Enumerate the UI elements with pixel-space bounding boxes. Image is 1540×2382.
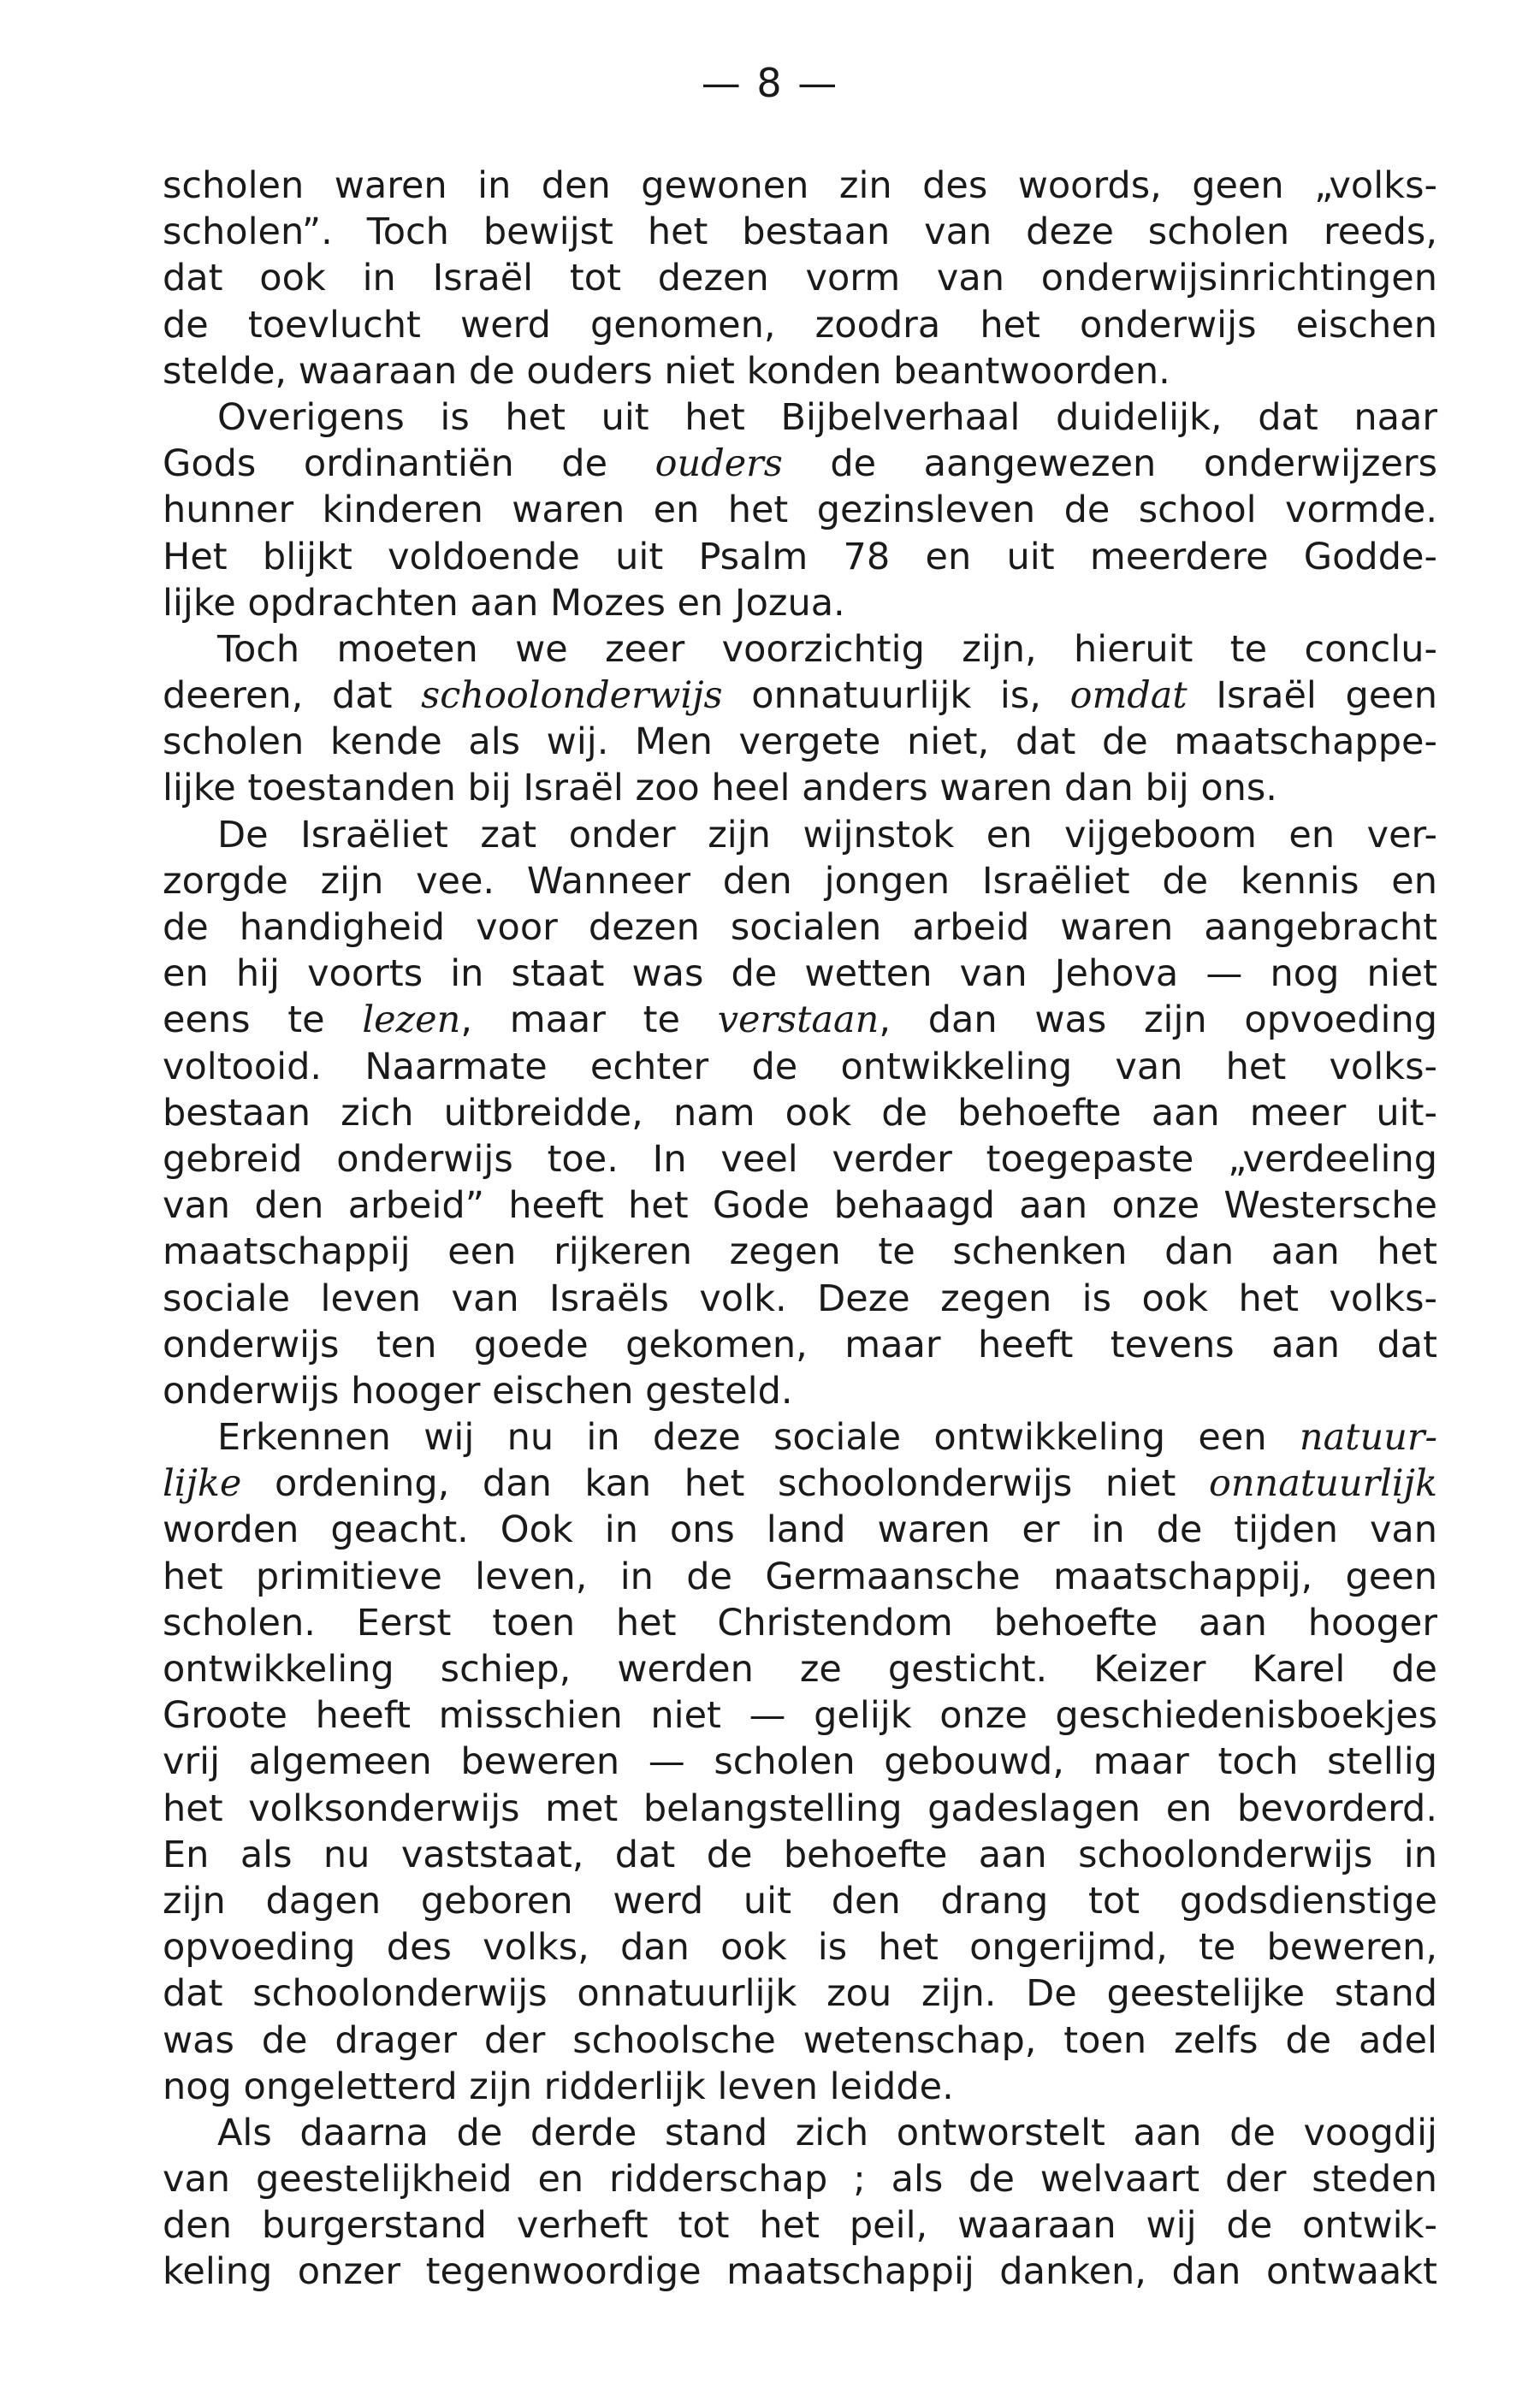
- italic-text: ouders: [654, 442, 783, 486]
- text-segment: scholen kende als wij. Men vergete niet, dat de maatschappe-: [163, 720, 1437, 764]
- text-segment: , dan was zijn opvoeding: [879, 998, 1437, 1042]
- text-segment: en hij voorts in staat was de wetten van Jehova — nog niet: [163, 952, 1437, 996]
- text-line: [163, 255, 1437, 301]
- text-segment: Groote heeft misschien niet — gelijk onze geschiedenisboekjes: [163, 1694, 1437, 1738]
- text-line: [163, 209, 1437, 255]
- text-line: [163, 2018, 1437, 2064]
- text-segment: scholen. Eerst toen het Christendom behoefte aan hooger: [163, 1601, 1437, 1644]
- text-line: [163, 1786, 1437, 1832]
- text-line: [163, 673, 1437, 719]
- text-segment: vrij algemeen beweren — scholen gebouwd, maar toch stellig: [163, 1740, 1437, 1784]
- text-line: [163, 904, 1437, 951]
- text-line: [163, 1692, 1437, 1739]
- text-segment: den burgerstand verheft tot het peil, waaraan wij de ontwik-: [163, 2204, 1437, 2248]
- text-line: [163, 534, 1437, 580]
- text-segment: onderwijs ten goede gekomen, maar heeft tevens aan dat: [163, 1323, 1437, 1366]
- page-number: — 8 —: [701, 60, 839, 106]
- text-segment: Overigens is het uit het Bijbelverhaal duidelijk, dat naar: [217, 395, 1437, 439]
- italic-text: lijke: [163, 1462, 242, 1506]
- text-line: [163, 1182, 1437, 1229]
- body-text: [163, 163, 1437, 2296]
- text-line: [163, 1507, 1437, 1553]
- text-line: [163, 394, 1437, 441]
- italic-text: lezen: [362, 998, 461, 1042]
- text-line: [163, 2110, 1437, 2156]
- text-line: [163, 1600, 1437, 1646]
- text-line: [163, 2064, 1437, 2110]
- text-line: [163, 1739, 1437, 1785]
- text-segment: dat ook in Israël tot dezen vorm van onderwijsinrichtingen: [163, 257, 1437, 300]
- text-line: [163, 1414, 1437, 1461]
- text-segment: eens te: [163, 998, 363, 1042]
- text-segment: Erkennen wij nu in deze sociale ontwikkeling een: [217, 1416, 1300, 1460]
- text-line: [163, 1878, 1437, 1924]
- text-segment: onnatuurlijk is,: [722, 674, 1070, 718]
- text-segment: zorgde zijn vee. Wanneer den jongen Israëliet de kennis en: [163, 859, 1437, 903]
- text-segment: Toch moeten we zeer voorzichtig zijn, hieruit te conclu-: [217, 627, 1437, 671]
- text-segment: , maar te: [460, 998, 718, 1042]
- text-segment: Gods ordinantiën de: [163, 442, 655, 486]
- text-segment: ordening, dan kan het schoolonderwijs niet: [241, 1462, 1209, 1506]
- text-line: [163, 163, 1437, 209]
- italic-text: schoolonderwijs: [421, 674, 723, 718]
- text-line: [163, 1044, 1437, 1090]
- text-segment: het volksonderwijs met belangstelling gadeslagen en bevorderd.: [163, 1786, 1437, 1830]
- text-line: [163, 302, 1437, 348]
- text-segment: deeren, dat: [163, 674, 422, 718]
- text-segment: Israël geen: [1187, 674, 1437, 718]
- text-line: [163, 858, 1437, 904]
- text-line: [163, 487, 1437, 533]
- text-line: [163, 765, 1437, 811]
- text-line: [163, 1229, 1437, 1275]
- text-line: [163, 2156, 1437, 2202]
- text-segment: worden geacht. Ook in ons land waren er in de tijden van: [163, 1508, 1437, 1552]
- text-line: [163, 1924, 1437, 1970]
- text-line: [163, 1368, 1437, 1414]
- text-segment: het primitieve leven, in de Germaansche maatschappij, geen: [163, 1555, 1437, 1598]
- text-segment: Het blijkt voldoende uit Psalm 78 en uit meerdere Godde-: [163, 535, 1437, 578]
- text-segment: dat schoolonderwijs onnatuurlijk zou zijn. De geestelijke stand: [163, 1972, 1437, 2016]
- text-segment: van den arbeid” heeft het Gode behaagd aan onze Westersche: [163, 1184, 1437, 1228]
- text-segment: de toevlucht werd genomen, zoodra het onderwijs eischen: [163, 303, 1437, 347]
- text-segment: bestaan zich uitbreidde, nam ook de behoefte aan meer uit-: [163, 1091, 1437, 1135]
- italic-text: natuur-: [1299, 1416, 1437, 1460]
- text-segment: opvoeding des volks, dan ook is het ongerijmd, te beweren,: [163, 1926, 1437, 1970]
- text-line: [163, 1832, 1437, 1878]
- text-segment: En als nu vaststaat, dat de behoefte aan schoolonderwijs in: [163, 1833, 1437, 1876]
- text-line: [163, 997, 1437, 1043]
- text-line: [163, 1646, 1437, 1692]
- text-line: [163, 719, 1437, 765]
- text-line: [163, 2202, 1437, 2249]
- text-line: [163, 1322, 1437, 1368]
- text-segment: De Israëliet zat onder zijn wijnstok en vijgeboom en ver-: [217, 813, 1437, 856]
- text-line: [163, 1276, 1437, 1322]
- text-segment: maatschappij een rijkeren zegen te schenken dan aan het: [163, 1230, 1437, 1274]
- text-segment: was de drager der schoolsche wetenschap, toen zelfs de adel: [163, 2018, 1437, 2062]
- text-segment: lijke opdrachten aan Mozes en Jozua.: [163, 581, 845, 625]
- text-segment: ontwikkeling schiep, werden ze gesticht. Keizer Karel de: [163, 1648, 1437, 1691]
- text-segment: zijn dagen geboren werd uit den drang tot godsdienstige: [163, 1879, 1437, 1923]
- text-segment: keling onzer tegenwoordige maatschappij danken, dan ontwaakt: [163, 2250, 1437, 2294]
- text-line: [163, 580, 1437, 626]
- text-line: [163, 626, 1437, 673]
- text-segment: sociale leven van Israëls volk. Deze zegen is ook het volks-: [163, 1277, 1437, 1320]
- text-segment: voltooid. Naarmate echter de ontwikkeling van het volks-: [163, 1045, 1437, 1088]
- text-segment: scholen waren in den gewonen zin des woords, geen „volks-: [163, 164, 1437, 207]
- text-segment: de handigheid voor dezen socialen arbeid waren aangebracht: [163, 906, 1437, 949]
- text-segment: van geestelijkheid en ridderschap ; als de welvaart der steden: [163, 2158, 1437, 2201]
- text-segment: Als daarna de derde stand zich ontworstelt aan de voogdij: [217, 2111, 1437, 2154]
- text-segment: scholen”. Toch bewijst het bestaan van deze scholen reeds,: [163, 210, 1437, 254]
- text-line: [163, 812, 1437, 858]
- text-segment: gebreid onderwijs toe. In veel verder toegepaste „verdeeling: [163, 1137, 1437, 1181]
- text-segment: lijke toestanden bij Israël zoo heel anders waren dan bij ons.: [163, 767, 1277, 810]
- text-line: [163, 2249, 1437, 2295]
- text-line: [163, 348, 1437, 394]
- italic-text: onnatuurlijk: [1208, 1462, 1437, 1506]
- text-segment: de aangewezen onderwijzers: [782, 442, 1437, 486]
- text-line: [163, 441, 1437, 487]
- text-line: [163, 1136, 1437, 1182]
- text-line: [163, 951, 1437, 997]
- text-segment: stelde, waaraan de ouders niet konden beantwoorden.: [163, 349, 1170, 393]
- text-line: [163, 1554, 1437, 1600]
- text-line: [163, 1461, 1437, 1507]
- italic-text: omdat: [1069, 674, 1188, 718]
- italic-text: verstaan: [717, 998, 880, 1042]
- text-segment: onderwijs hooger eischen gesteld.: [163, 1369, 793, 1413]
- text-segment: hunner kinderen waren en het gezinsleven de school vormde.: [163, 489, 1437, 532]
- text-line: [163, 1970, 1437, 2017]
- text-line: [163, 1090, 1437, 1136]
- text-segment: nog ongeletterd zijn ridderlijk leven leidde.: [163, 2065, 954, 2108]
